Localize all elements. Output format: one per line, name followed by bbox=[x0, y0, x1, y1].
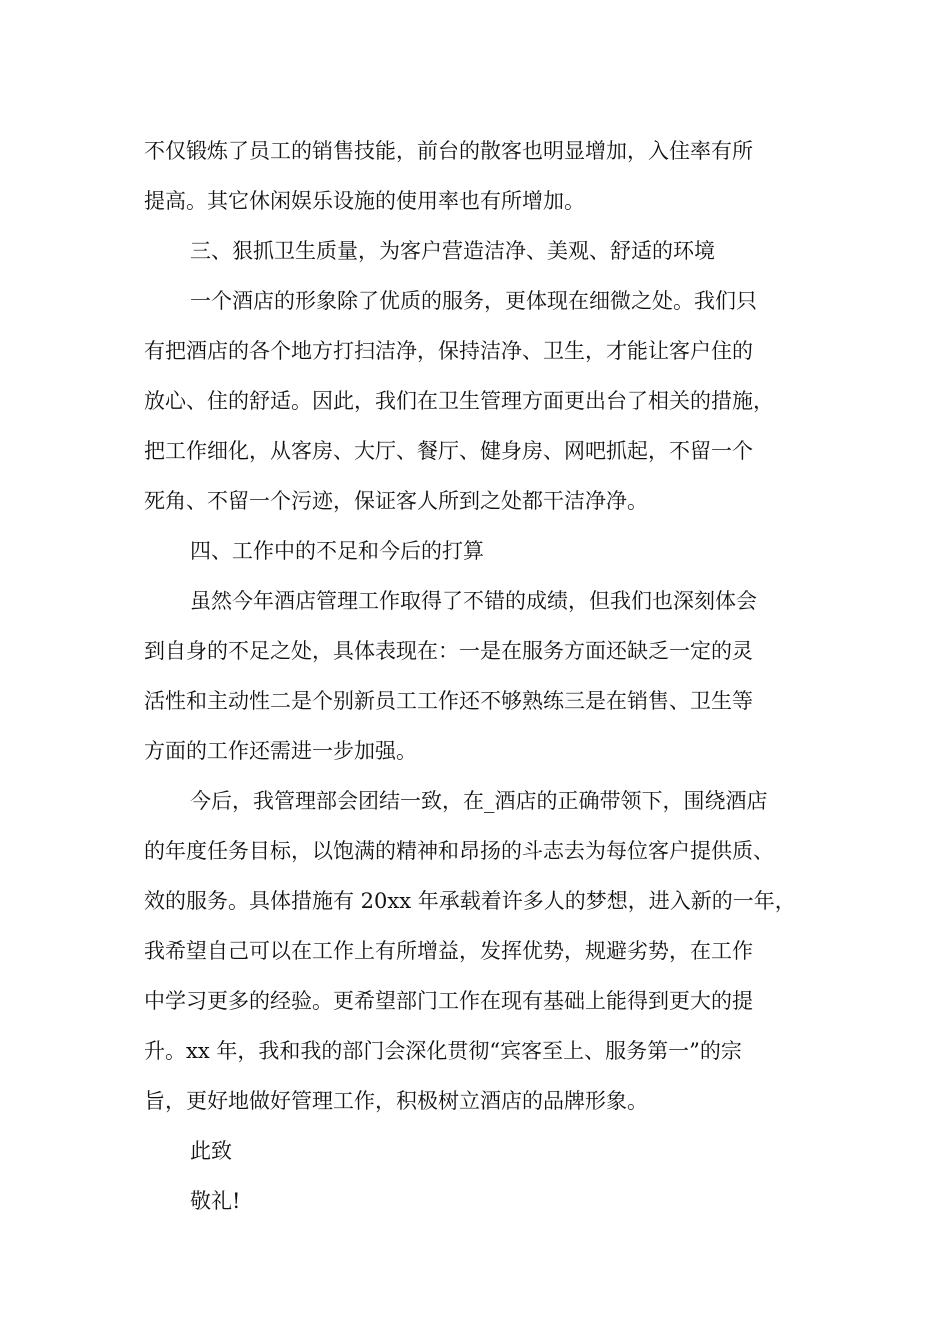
text-line: 虽然今年酒店管理工作取得了不错的成绩，但我们也深刻体会 bbox=[190, 589, 757, 613]
text-line: 的年度任务目标，以饱满的精神和昂扬的斗志去为每位客户提供质、 bbox=[144, 839, 774, 863]
section-heading: 三、狠抓卫生质量，为客户营造洁净、美观、舒适的环境 bbox=[190, 239, 715, 263]
text-line: 死角、不留一个污迹，保证客人所到之处都干洁净净。 bbox=[144, 489, 648, 513]
text-line: 我希望自己可以在工作上有所增益，发挥优势，规避劣势，在工作 bbox=[144, 939, 753, 963]
text-line: 提高。其它休闲娱乐设施的使用率也有所增加。 bbox=[144, 189, 585, 213]
closing-salutation: 此致 bbox=[190, 1139, 232, 1163]
text-line: 今后，我管理部会团结一致，在_酒店的正确带领下，围绕酒店 bbox=[190, 789, 768, 813]
text-line: 有把酒店的各个地方打扫洁净，保持洁净、卫生，才能让客户住的 bbox=[144, 339, 753, 363]
text-line: 升。xx 年，我和我的部门会深化贯彻“宾客至上、服务第一”的宗 bbox=[144, 1039, 742, 1063]
text-line: 活性和主动性二是个别新员工工作还不够熟练三是在销售、卫生等 bbox=[144, 689, 753, 713]
text-line: 方面的工作还需进一步加强。 bbox=[144, 739, 417, 763]
text-line: 旨，更好地做好管理工作，积极树立酒店的品牌形象。 bbox=[144, 1089, 648, 1113]
text-line: 效的服务。具体措施有 20xx 年承载着许多人的梦想，进入新的一年， bbox=[144, 889, 796, 913]
section-heading: 四、工作中的不足和今后的打算 bbox=[190, 539, 484, 563]
closing-regards: 敬礼! bbox=[190, 1189, 241, 1213]
text-line: 到自身的不足之处，具体表现在：一是在服务方面还缺乏一定的灵 bbox=[144, 639, 753, 663]
text-line: 把工作细化，从客房、大厅、餐厅、健身房、网吧抓起，不留一个 bbox=[144, 439, 753, 463]
text-line: 中学习更多的经验。更希望部门工作在现有基础上能得到更大的提 bbox=[144, 989, 753, 1013]
text-line: 不仅锻炼了员工的销售技能，前台的散客也明显增加，入住率有所 bbox=[144, 139, 753, 163]
text-line: 放心、住的舒适。因此，我们在卫生管理方面更出台了相关的措施， bbox=[144, 389, 774, 413]
text-line: 一个酒店的形象除了优质的服务，更体现在细微之处。我们只 bbox=[190, 289, 757, 313]
